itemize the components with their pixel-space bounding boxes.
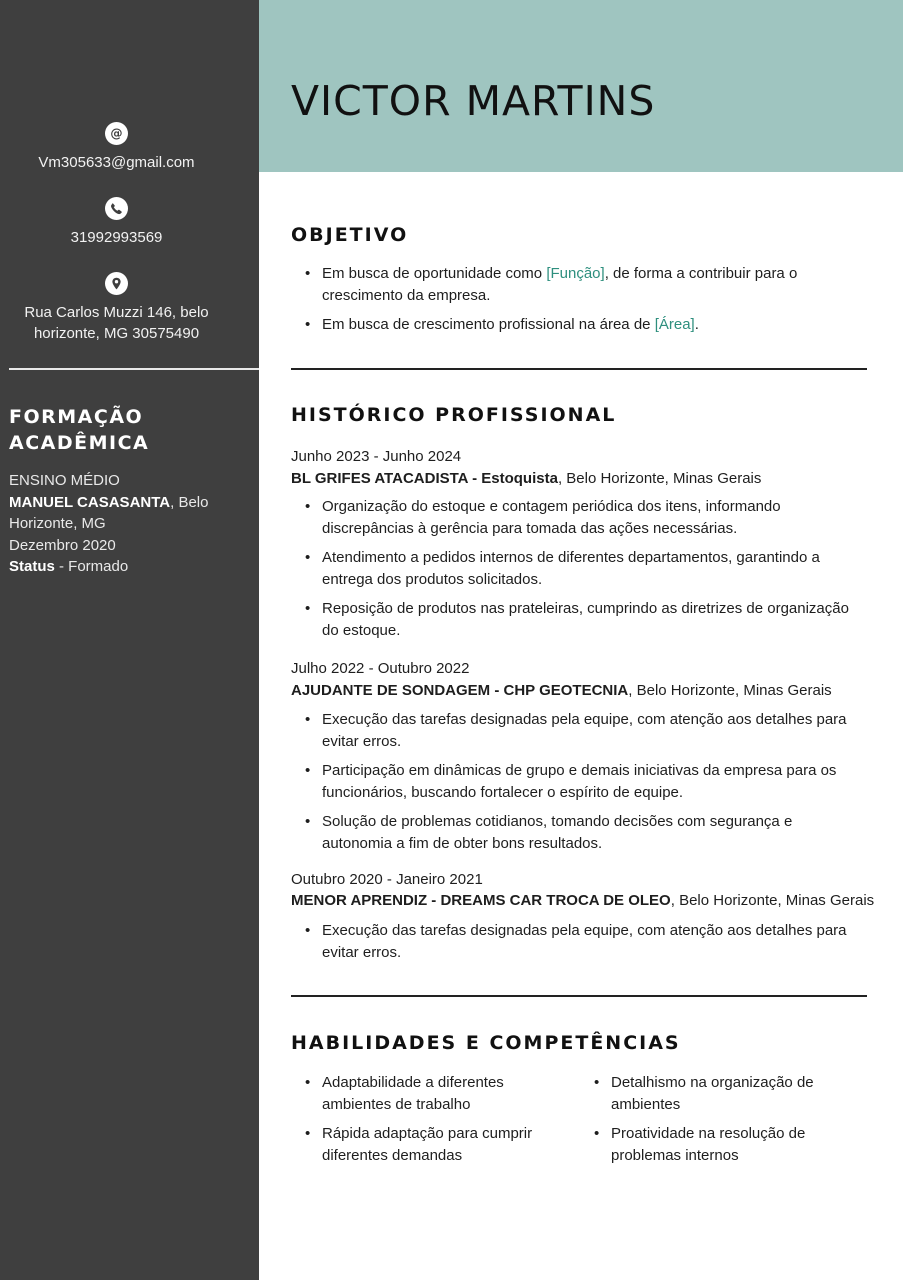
- address-line-1: Rua Carlos Muzzi 146, belo: [24, 304, 209, 321]
- list-item: [580, 1123, 870, 1166]
- education-school-line: [9, 492, 249, 514]
- page-title: VICTOR MARTINS: [291, 77, 656, 125]
- job-1-dates: Junho 2023 - Junho 2024: [291, 448, 462, 465]
- list-item: [291, 496, 871, 539]
- job-2-bullets: [291, 709, 871, 854]
- list-item: [291, 811, 871, 854]
- list-item: [580, 1072, 870, 1115]
- history-title: HISTÓRICO PROFISSIONAL: [291, 404, 617, 426]
- job-3-title: [291, 890, 874, 912]
- job-1-location: , Belo Horizonte, Minas Gerais: [557, 470, 762, 487]
- sidebar-divider: [9, 368, 259, 370]
- at-icon: [105, 122, 128, 145]
- education-date: Dezembro 2020: [9, 536, 116, 554]
- objective-item1-placeholder: [Função]: [546, 265, 605, 282]
- bullet-line: do estoque.: [322, 621, 401, 639]
- skill-line: Adaptabilidade a diferentes: [322, 1074, 504, 1091]
- education-heading-line-2: ACADÊMICA: [9, 432, 150, 454]
- list-item: [291, 547, 871, 590]
- job-1-company: BL GRIFES ATACADISTA - Estoquista: [291, 470, 558, 487]
- bullet-line: Execução das tarefas designadas pela equipe, com atenção aos detalhes para: [322, 711, 847, 728]
- education-status-value: - Formado: [54, 558, 129, 575]
- objective-list: [291, 263, 867, 336]
- address-text: [0, 302, 233, 344]
- education-location-2: Horizonte, MG: [9, 515, 106, 532]
- objective-item2-text: Em busca de crescimento profissional na área de: [322, 316, 655, 333]
- skill-line: diferentes demandas: [322, 1146, 463, 1164]
- bullet-line: Organização do estoque e contagem periódica dos itens, informando: [322, 498, 781, 515]
- education-location-1: , Belo: [170, 493, 209, 511]
- education-heading: [9, 404, 249, 456]
- job-2-company: AJUDANTE DE SONDAGEM - CHP GEOTECNIA: [291, 682, 629, 699]
- job-2-dates: Julho 2022 - Outubro 2022: [291, 660, 470, 677]
- job-3-location: , Belo Horizonte, Minas Gerais: [670, 892, 875, 909]
- job-1-bullets: [291, 496, 871, 641]
- objective-item1-text-end: , de forma a contribuir para o: [604, 265, 798, 282]
- phone-icon: [105, 197, 128, 220]
- skill-line: Rápida adaptação para cumprir: [322, 1125, 533, 1142]
- education-level: ENSINO MÉDIO: [9, 472, 120, 489]
- email-text: Vm305633@gmail.com: [38, 154, 195, 171]
- svg-text:@: @: [110, 126, 123, 141]
- section-divider: [291, 995, 867, 997]
- phone-text: 31992993569: [70, 229, 163, 246]
- objective-item2-placeholder: [Área]: [654, 316, 695, 333]
- job-2-title: [291, 680, 832, 702]
- education-block: [9, 470, 249, 578]
- list-item: [291, 598, 871, 641]
- list-item: [291, 709, 871, 752]
- education-status-label: Status: [9, 558, 55, 575]
- list-item: [291, 263, 867, 306]
- header-band: [259, 0, 903, 172]
- bullet-line: Reposição de produtos nas prateleiras, cumprindo as diretrizes de organização: [322, 600, 849, 617]
- skills-list-right: [580, 1072, 870, 1166]
- job-1-title: [291, 468, 761, 490]
- objective-item2-text-end: .: [694, 316, 699, 333]
- bullet-line: Execução das tarefas designadas pela equipe, com atenção aos detalhes para: [322, 922, 847, 939]
- skills-title: HABILIDADES E COMPETÊNCIAS: [291, 1032, 681, 1054]
- bullet-line: Atendimento a pedidos internos de diferentes departamentos, garantindo a: [322, 549, 820, 566]
- bullet-line: entrega dos produtos solicitados.: [322, 570, 543, 588]
- job-2-location: , Belo Horizonte, Minas Gerais: [628, 682, 832, 699]
- bullet-line: autonomia a fim de obter bons resultados.: [322, 834, 603, 852]
- education-status: [9, 556, 249, 578]
- objective-item1-line2: crescimento da empresa.: [322, 286, 491, 304]
- bullet-line: evitar erros.: [322, 732, 402, 750]
- objective-title: OBJETIVO: [291, 224, 409, 246]
- section-divider: [291, 368, 867, 370]
- job-3-dates: Outubro 2020 - Janeiro 2021: [291, 871, 483, 888]
- sidebar: [0, 0, 259, 1280]
- bullet-line: evitar erros.: [322, 943, 402, 961]
- skill-line: Detalhismo na organização de: [611, 1074, 814, 1091]
- list-item: [291, 760, 871, 803]
- job-3-company: MENOR APRENDIZ - DREAMS CAR TROCA DE OLEO: [291, 892, 671, 909]
- skill-line: ambientes: [611, 1095, 681, 1113]
- bullet-line: funcionários, buscando fortalecer o espírito de equipe.: [322, 783, 684, 801]
- education-school: MANUEL CASASANTA: [9, 493, 171, 511]
- list-item: [291, 1123, 571, 1166]
- skill-line: Proatividade na resolução de: [611, 1125, 806, 1142]
- list-item: [291, 920, 871, 963]
- location-pin-icon: [105, 272, 128, 295]
- skill-line: problemas internos: [611, 1146, 739, 1164]
- list-item: [291, 314, 867, 336]
- education-heading-line-1: FORMAÇÃO: [9, 406, 144, 428]
- list-item: [291, 1072, 571, 1115]
- job-3-bullets: [291, 920, 871, 963]
- objective-item1-text: Em busca de oportunidade como: [322, 265, 547, 282]
- bullet-line: discrepâncias à gerência para tomada das ações necessárias.: [322, 519, 738, 537]
- bullet-line: Participação em dinâmicas de grupo e demais iniciativas da empresa para os: [322, 762, 837, 779]
- address-line-2: horizonte, MG 30575490: [33, 325, 200, 342]
- bullet-line: Solução de problemas cotidianos, tomando decisões com segurança e: [322, 813, 793, 830]
- skills-list-left: [291, 1072, 571, 1166]
- skill-line: ambientes de trabalho: [322, 1095, 471, 1113]
